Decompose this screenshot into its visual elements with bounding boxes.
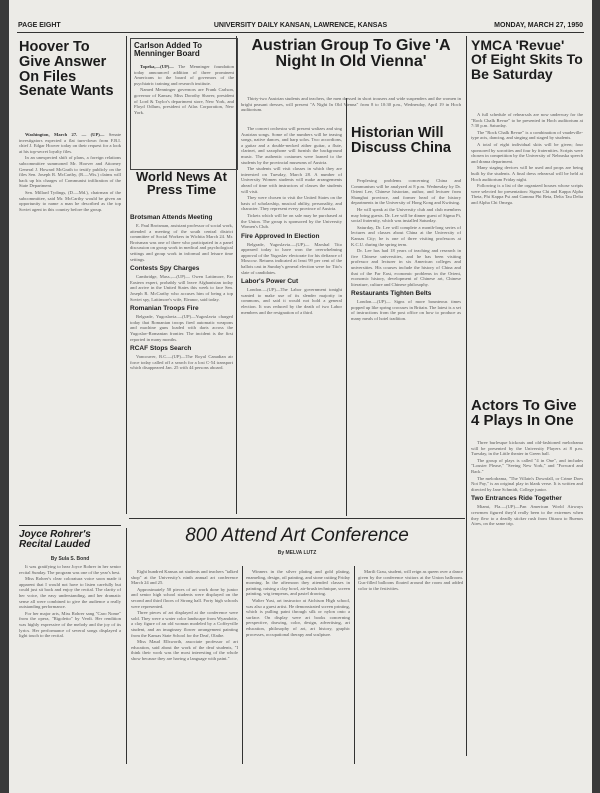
byline: By MELVA LUTZ (277, 550, 317, 556)
article-joyce (19, 525, 121, 761)
subhead: Labor's Power Cut (241, 278, 299, 286)
article-art-col3: Marili Grau, student, will reign as queen over a dance given by the conference visitors at the Union ballroom. Gus-filled balloons floated around the room and added color to the festivities. (358, 569, 463, 591)
headline-historian: Historian Will Discuss China (351, 126, 451, 156)
subhead: Restaurants Tighten Belts (351, 290, 432, 298)
article-body: Brotsman Attends Meeting E. Paul Brotsman, assistant professor of social work, attended a meeting of the south central district committee of Social Workers in Wichita March 24. Mr. Brotsman was one of three who participated in a panel discussion on group work in medical and psychological settings and group work in informal and leisure time settings. Contests Spy Charges Cambridge, Mass.,—(UP)— Owen Lattimore, Far Eastern expert, probably will leave Afghanistan today and arrive in the United States this week to face Sen. Joseph R. McCarthy who accuses him of being a top Soviet spy, Lattimore's wife, Eleanor, said today. Romanian Troops Fire Belgrade, Yugoslavia.—(UP)—Yugoslavia charged today that Romanian troops fired automatic weapons and machine guns loaded with darts across the Yugoslav-Romanian frontier. The incident is the first reported in many months. RCAF Stops Search Vancouver, B.C.—(UP)—The Royal Canadian air force today called off a search for a lost C-54 transport which disappeared Jan. 25 with 44 persons aboard. (130, 214, 233, 371)
article-austrian-lead: Thirty-two Austrian students and teachers, the men dressed in short trousers and wide suspenders and the women in bright peasant dresses, will present "A Night In Old Vienna" from 8 to 10:30 p.m., Wednesday, April 19 in Hoch auditorium. (241, 96, 461, 113)
article-body: Washington, March 27. — (UP)— Senate investigators expected a flat turn-down from F.B.I. chief J. Edgar Hoover today on their request for a look at his top-secret loyalty files. In an unexpected shift of plans, a foreign relations subcommittee summoned Mr. Hoover and Attorney General J. Howard McGrath to testify publicly on the files Sen. Joseph R. McCarthy, (R.—Wis.) claims will back up his charges of Communist infiltration of the State Department. Sen. Millard Tydings, (D.—Md.), chairman of the subcommittee, said Mr. McCarthy would be given an opportunity to name a man he described as the top Soviet agent in this country before the group. (19, 132, 121, 212)
article-body: Perplexing problems concerning China and Communism will be analyzed at 8 p.m. Wednesday by Dr. Orient Lee, Chinese historian, author, and lecturer from Shanghai province, and former head of the history departments in the University of Hong Kong and Kwitsing. He will speak at the University club and club members may bring guests. Dr. Lee will be dinner guest of Sigma Pi, social fraternity, which was installed Saturday. Saturday, Dr. Lee will complete a month-long series of lectures and classes about China at the University of Kansas City; he is one of three visiting professors at K.C.U. during the spring term. Dr. Lee has had 18 years of teaching and research in five Chinese universities, and he has been visiting professor and lecturer in six American colleges and universities. His courses include the history of China and that of the Far East, economic problems in the Orient, economic history, development of Chinese art, Chinese literature, culture and Chinese philosophy. Restaurants Tighten Belts London.—(UP)— Signs of more bounteous times popped up like spring crocuses in Britain. The latest is a set of instructions from the post office on how to produce as many meals of hotel tradition. (351, 178, 461, 322)
headline-joyce: Joyce Rohrer's Recital Lauded (19, 530, 91, 551)
article-carlson (130, 38, 238, 170)
article-historian (351, 126, 461, 516)
dateline: Washington, March 27. — (UP)— (25, 132, 105, 137)
column-rule (126, 36, 127, 514)
headline-austrian: Austrian Group To Give 'A Night In Old Vienna' (251, 38, 451, 71)
article-body: It was gratifying to hear Joyce Rohrer in her senior recital Sunday. The program was one of the year's best. Miss Rohrer's clear coloratura voice soon made it apparent that I would not have to listen carefully but could just sit back and enjoy the recital. The clarity of her voice, the easy understanding, and her dramatic sense all were combined to give the audience a really outstanding performance. For her major arts, Miss Rohrer sang "Caro Nome" from the opera, "Rigoletto" by Verdi. Her rendition was highly expressive of the melody and the joy of its lyrics. Her performance of several songs displayed a light touch to the recital. (19, 564, 121, 639)
column-rule (466, 36, 467, 756)
byline: By Sula S. Bond (50, 556, 90, 562)
divider (19, 525, 121, 526)
page-label: PAGE EIGHT (18, 22, 61, 29)
article-art-head (131, 526, 463, 566)
article-hoover (19, 40, 121, 522)
article-world-news (130, 170, 233, 516)
article-austrian-head (241, 38, 461, 94)
dateline: Topeka,—(UP)— (140, 64, 174, 69)
article-body: The concert orchestra will present waltzes and sing Austrian songs. Some of the numbers will be teasing songs, native dances, and harp solos. Two accordions, a guitar and a double-necked zither guitar, a flute, clarinet, and saxophone will furnish the background music. The authentic costumes were loaned to the students by the provincial museums of Austria. The students will visit classes in which they are interested on Tuesday, March 28. A number of University Women students will make arrangements ahead of time with instructors of classes the students will visit. They were chosen to visit the United States on the basis of scholarship, musical ability, personality, and character. They represent every province of Austria. Tickets which will be on sale may be purchased at the Union. The group is sponsored by the University Women's Club. Fire Approved In Election Belgrade, Yugoslavia.—(UP)— Marshal Tito appeared today to have won the overwhelming approval of the Yugoslav electorate for his defiance of Moscow. Returns indicated at least 99 per cent of the ballots cast in Sunday's general election were for Tito's slate of candidates. Labor's Power Cut London.—(UP)—The Labor government tonight wanted to make use of its slender majority in commons, and said it would not hold a general election. It was reduced by the death of two Labor members and the resignation of a third. (241, 126, 342, 315)
column-rule (354, 566, 355, 764)
subhead: Brotsman Attends Meeting (130, 214, 213, 221)
headline-actors: Actors To Give 4 Plays In One (471, 398, 577, 430)
article-body: Topeka,—(UP)— The Menninger foundation today announced addition of three prominent Americans to the board of governors of the psychiatric training and research institute. Named Menninger governors are Frank Carlson, governor of Kansas; Miss Dorothy Shaver, president of Lord & Taylor's department store, New York, and Floyd Odlum, president of Atlas Corporation, New York. (134, 64, 234, 115)
newspaper-page (9, 0, 592, 793)
article-body: Three burlesque kickouts and old-fashioned melodrama will be presented by the University Players at 8 p.m. Tuesday, in the Little theater in Green hall. The group of plays is called "4 in One", and includes "Lousier Please," "Seeing New York," and "Forward and Back." The melodrama, "The Villain's Downfall, or Crime Does Not Pay," is an original play in blank verse. It is written and directed by Jane Schmidt, College junior. Two Entrances Ride Together Miami, Fla.—(UP)—Pan American World Airways crewmen figured they'd really been to the extremes when they flew to a deadly sticker rush from Ottawa to Buenos Aires, on the same trip. (471, 440, 583, 527)
column-rule (126, 528, 127, 764)
headline-world-news: World News At Press Time (135, 170, 227, 198)
subhead: Romanian Troops Fire (130, 305, 199, 313)
headline-ymca: YMCA 'Revue' Of Eight Skits To Be Saturday (471, 38, 583, 82)
subhead: Fire Approved In Election (241, 232, 320, 240)
article-austrian (241, 126, 342, 516)
article-actors (471, 398, 583, 756)
column-rule (242, 566, 243, 764)
article-art-col2: Winners in the silver plating and gold plating, enameling, design, oil painting, and stone cutting Friday morning. In the afternoon they attended classes in painting, raising a clay bowl, air-brush technique, screen painting, wig temperas, and pastel drawing. Walter Yust, art instructor at Atchison High school, was also a guest artist. He demonstrated screen printing, which is pulling paint through silk or nylon onto a surface. On display were art books concerning perspective, drawing, color, design, advertising, art education, philosophy of art, art history, graphic processes, occupational therapy and sculpture. (246, 569, 350, 637)
subhead: Contests Spy Charges (130, 265, 200, 273)
issue-date: MONDAY, MARCH 27, 1950 (494, 22, 583, 29)
column-rule (346, 98, 347, 516)
headline-carlson: Carlson Added To Menninger Board (134, 42, 202, 59)
paper-name: UNIVERSITY DAILY KANSAN, LAWRENCE, KANSAS (213, 22, 388, 29)
masthead-rule (17, 32, 584, 33)
article-art-col1: Eight hundred Kansas art students and teachers "talked shop" at the University's ninth annual art conference March 24 and 25. Approximately 50 pieces of art work done by junior and senior high school students were displayed on the second and third floors of Strong hall. Forty high schools were represented. Three pieces of art displayed at the conference were sold. They were a water color landscape from Wyandotte, a clay figure of an old woman modeled by a Coffeyville student, and an imaginary flower arrangement painting from the Kansas State School for the Deaf, Olathe. Miss Maud Ellsworth, associate professor of art education, said about the work of the deaf students, "I think their work was the most interesting of the whole show because they are having a language with paint." (131, 569, 238, 661)
article-ymca (471, 38, 583, 396)
headline-art: 800 Attend Art Conference (185, 526, 409, 546)
article-body: A full schedule of rehearsals are now underway for the "Rock Chalk Revue" to be presented in Hoch auditorium at 7:30 p.m. Saturday. The "Rock Chalk Revue" is a combination of vaudeville-type acts, dancing, and singing and staged by students. A total of eight individual skits will be given; four sponsored by sororities and four by fraternities. Scripts were chosen in competition by the University of Nebraska speech and drama department. Many staging devices will be used and props are being built by the students. A final dress rehearsal will be held at Hoch auditorium Friday night. Following is a list of the organized houses whose scripts were selected for presentation: Sigma Chi and Kappa Alpha Theta, Phi Kappa Psi and Gamma Phi Beta, Delta Tau Delta and Alpha Chi Omega. (471, 112, 583, 205)
headline-hoover: Hoover To Give Answer On Files Senate Wants (19, 40, 114, 100)
divider (129, 518, 465, 519)
subhead: Two Entrances Ride Together (471, 495, 562, 503)
subhead: RCAF Stops Search (130, 345, 192, 353)
